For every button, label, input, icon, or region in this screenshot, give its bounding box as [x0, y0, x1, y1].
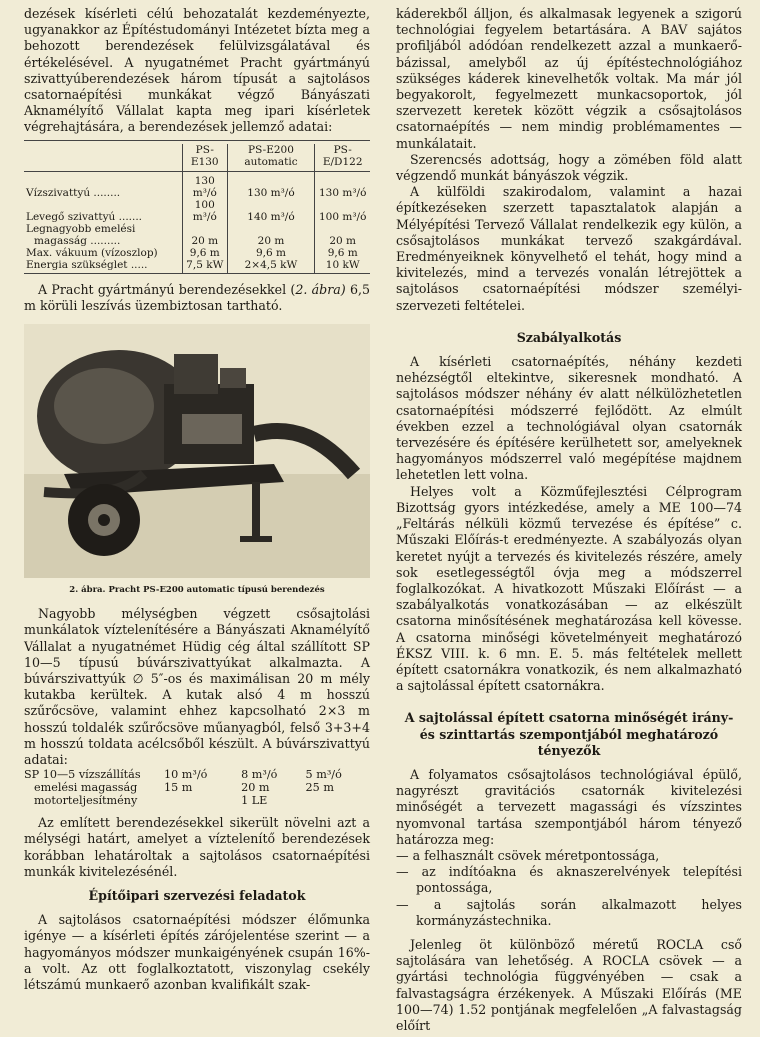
- body-paragraph: A kísérleti csatornaépítés, néhány kezdeti nehézségtől eltekintve, sikeresnek mondható. A sajtolásos módszer néhány év alatt nélkülözhetetlen csatornaépítési módszerré fejlődött. Az elmúlt években ezzel a technológiával olyan csatornák tervezésére és építésére kerülhetett sor, amelyeknek hagyományos módszerrel való megépítése majdnem lehetetlen lett volna.: [396, 354, 742, 483]
- pump-row: emelési magasság 15 m 20 m 25 m: [34, 781, 334, 795]
- list-item: — a felhasznált csövek méretpontossága,: [396, 847, 660, 863]
- figure-caption: 2. ábra. Pracht PS-E200 automatic típusú berendezés: [69, 585, 325, 596]
- pump-photo: [24, 324, 370, 578]
- left-column: [24, 6, 370, 993]
- spec-row: Max. vákuum (vízoszlop) 9,6 m 9,6 m 9,6 m: [24, 247, 370, 259]
- section-heading: A sajtolással épített csatorna minőségét irány- és szinttartás szempontjából meghatározó tényezők: [404, 710, 734, 758]
- pump-table: [24, 768, 370, 807]
- intro-paragraph: dezések kísérleti célú behozatalát kezdeményezte, ugyanakkor az Építéstudományi Intézetet bízta meg a behozott berendezések felülvizsgálatával és értékelésével. A nyugatnémet Pracht gyártmányú szivattyúberendezések három típusát a sajtolásos csatornaépítési munkákat végző Bányászati Aknamélyítő Vállalat kapta meg ipari kísérletek végrehajtására, a berendezések jellemző adatai:: [24, 6, 370, 135]
- section-heading: Szabályalkotás: [516, 329, 622, 345]
- spec-row: Legnagyobb emelési: [24, 223, 370, 235]
- spec-header: PS-E130: [183, 144, 228, 172]
- body-paragraph: Szerencsés adottság, hogy a zömében föld alatt végzendő munkát bányászok végzik.: [396, 151, 742, 184]
- body-paragraph: A külföldi szakirodalom, valamint a hazai építkezéseken szerzett tapasztalatok alapján a Mélyépítési Tervező Vállalat rendelkezik egy külön, a csősajtolásos munkákat tervező szakgárdával. Eredményeiknek könyvelhető el tehát, hogy mind a kivitelezés, mind a tervezés vonalán létrejöttek a sajtolásos csatornaépítési módszer személyi-szervezeti feltételei.: [396, 184, 742, 313]
- spec-table: [24, 140, 370, 274]
- list-item: — a sajtolás során alkalmazott helyes kormányzástechnika.: [396, 896, 742, 928]
- org-paragraph: A sajtolásos csatornaépítési módszer élőmunka igénye — a kísérleti építés zárójelentése szerint — a hagyományos módszer munkaigényének csupán 16%-a volt. Az ott foglalkoztatott, viszonylag csekély létszámú munkaerő azonban kvalifikált szak-: [24, 912, 370, 993]
- body-paragraph: Jelenleg öt különböző méretű ROCLA cső sajtolására van lehetőség. A ROCLA csövek — a gyártási technológia függvényében — csak a falvastagságra érzékenyek. A Műszaki Előírás (ME 100—74) 1.52 pontjának megfelelően „A falvastagság előírt: [396, 936, 742, 1033]
- pump-row: motorteljesítmény 1 LE: [34, 794, 268, 808]
- section-heading: Építőipari szervezési feladatok: [88, 888, 306, 904]
- spec-header: PS-E/D122: [315, 144, 370, 172]
- spec-row: magasság ......... 20 m 20 m 20 m: [24, 235, 370, 247]
- spec-row: Levegő szivattyú ....... 100 m³/ó 140 m³/ó 100 m³/ó: [24, 199, 370, 223]
- figure-reference: 2. ábra): [295, 281, 346, 297]
- body-paragraph: Helyes volt a Közműfejlesztési Célprogram Bizottság gyors intézkedése, amely a ME 100—74 „Feltárás nélküli közmű tervezése és építése” c. Műszaki Előírás-t eredményezte. A szabályozás olyan keretet nyújt a tervezés és kivitelezés részére, amely sok esetlegességtől óvja meg a módszerrel foglalkozókat. A hivatkozott Műszaki Előírást — a szabályalkotás vonatkozásában — az elkészült csatorna minősítésének meghatározása kell kövesse. A csatorna minőségi követelményeit meghatározó ÉKSZ VIII. k. 6 mn. E. 5. más feltételek mellett épített csatornákra vonatkozik, és nem alkalmazható a sajtolással épített csatornákra.: [396, 483, 742, 694]
- factor-list: [396, 848, 742, 929]
- spec-row: Energia szükséglet ..... 7,5 kW 2×4,5 kW 10 kW: [24, 259, 370, 271]
- right-column: [396, 6, 742, 1034]
- list-item: — az indítóakna és aknaszerelvények telepítési pontossága,: [396, 864, 742, 896]
- spec-header: PS-E200 automatic: [227, 144, 315, 172]
- body-paragraph: káderekből álljon, és alkalmasak legyenek a szigorú technológiai fegyelem betartására. A BAV sajátos profiljából adódóan rendelkezett azzal a munkaerő-bázissal, amelyből az új építéstechnológiához szükséges káderek kinevelhetők voltak. Ma már jól begyakorolt, fegyelmezett munkacsoportok, jól szervezett keretek között végzik a csősajtolásos csatornaépítés — nem mindig problémamentes —munkálatait.: [396, 6, 742, 151]
- spec-row: Vízszivattyú ........ 130 m³/ó 130 m³/ó 130 m³/ó: [24, 175, 370, 199]
- pump-row: SP 10—5 vízszállítás 10 m³/ó 8 m³/ó 5 m³/ó: [24, 768, 342, 782]
- pracht-paragraph: A Pracht gyártmányú berendezésekkel (2. ábra) 6,5 m körüli leszívás üzembiztosan tartható.: [24, 281, 370, 313]
- pump-machine-illustration: [24, 324, 370, 578]
- body-paragraph: A folyamatos csősajtolásos technológiával épülő, nagyrészt gravitációs csatornák kivitelezési minőségét a tervezett magassági és vízszintes nyomvonal tartása szempontjából három tényező határozza meg:: [396, 766, 742, 847]
- result-paragraph: Az említett berendezésekkel sikerült növelni azt a mélységi határt, amelyet a víztelenítő berendezések korábban lehatároltak a sajtolásos csatornaépítési munkák kivitelezésénél.: [24, 815, 370, 879]
- deep-paragraph: Nagyobb mélységben végzett csősajtolási munkálatok víztelenítésére a Bányászati Aknamélyítő Vállalat a nyugatnémet Hüdig cég által szállított SP 10—5 típusú búvárszivattyúkat alkalmazta. A búvárszivattyúk ∅ 5″-os és maximálisan 20 m mély kutakba kerültek. A kutak alsó 4 m hosszú szűrőcsöve, valamint ehhez kapcsolható 2×3 m hosszú toldalék szűrőcsöve műanyagból, felső 3+3+4 m hosszú toldata acélcsőből készült. A búvárszivattyú adatai:: [24, 606, 370, 768]
